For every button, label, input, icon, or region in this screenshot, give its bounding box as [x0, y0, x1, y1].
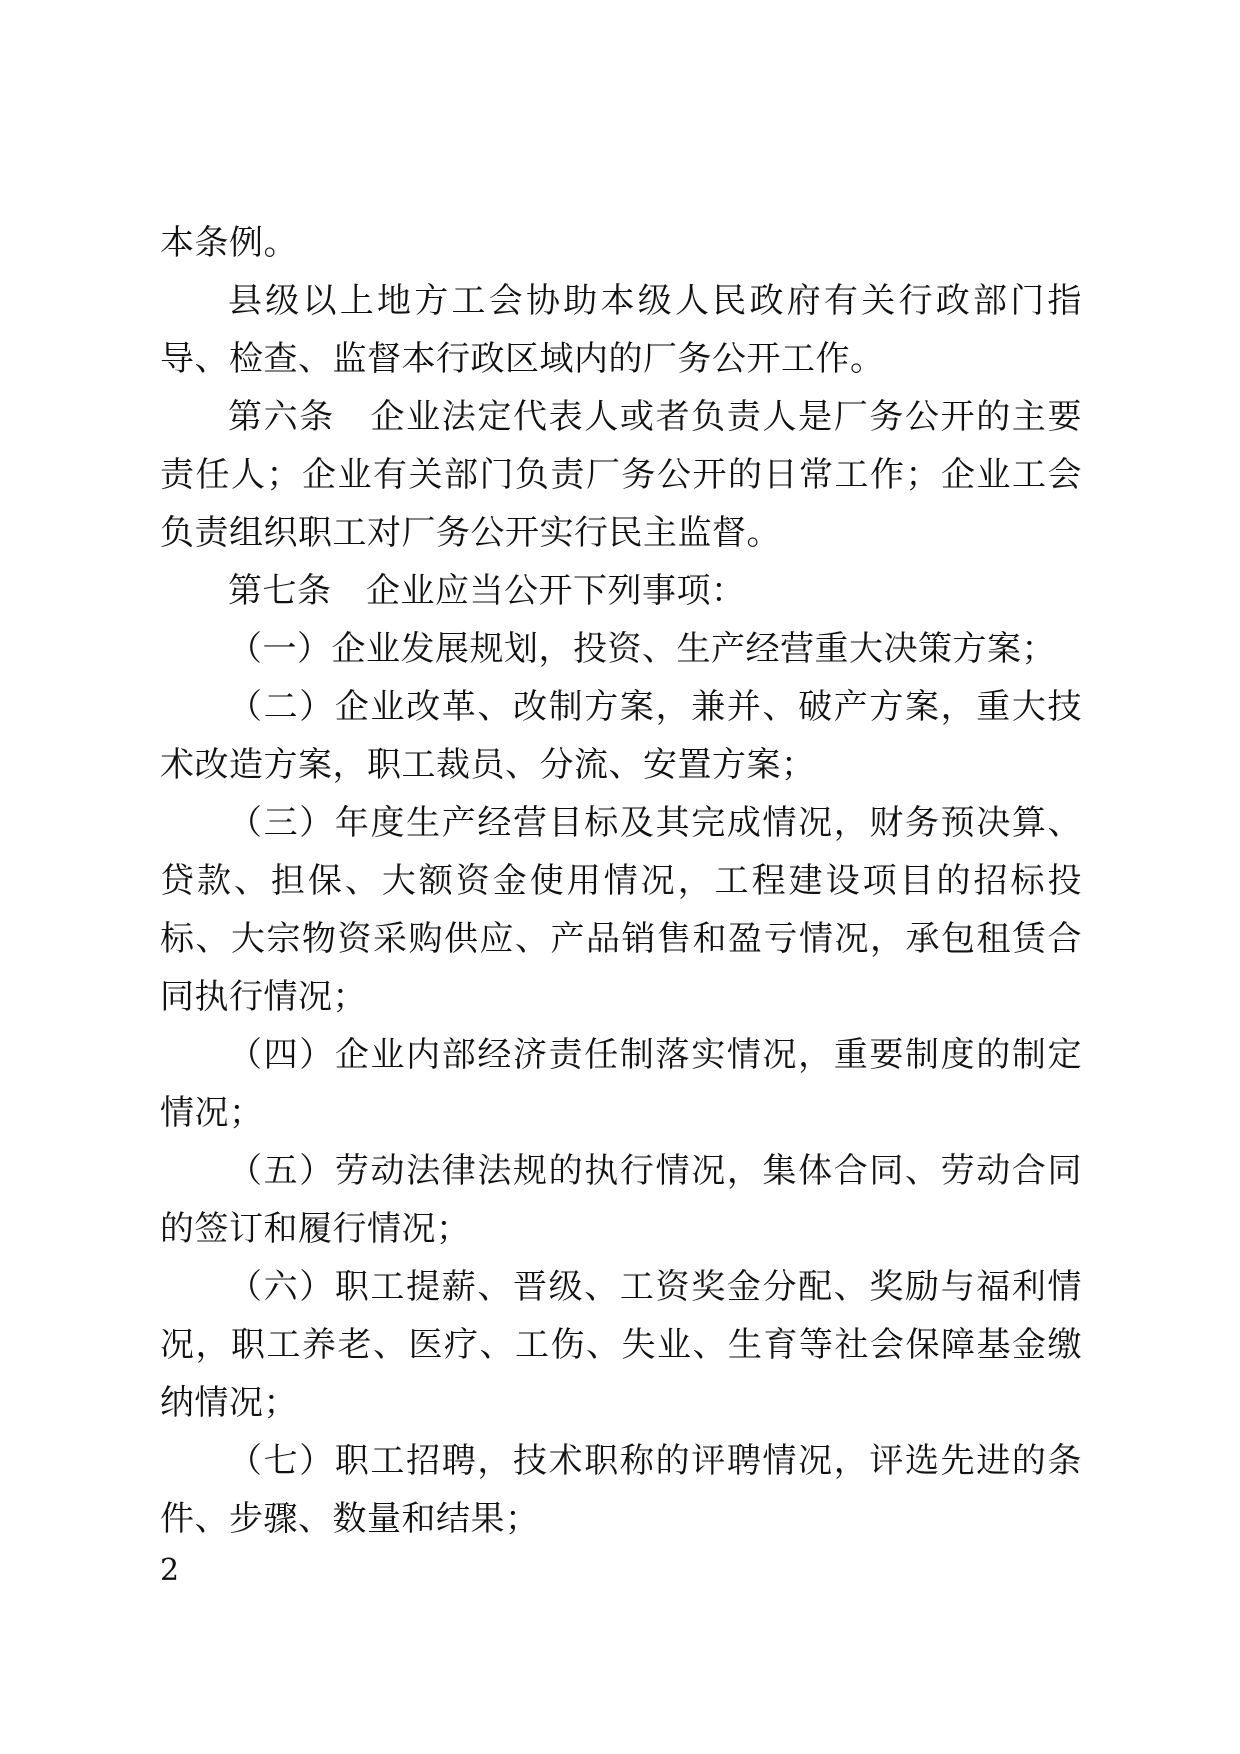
- list-item-3: （三）年度生产经营目标及其完成情况，财务预决算、贷款、担保、大额资金使用情况，工程建设项目的招标投标、大宗物资采购供应、产品销售和盈亏情况，承包租赁合同执行情况；: [160, 803, 1082, 1017]
- paragraph-article-7: 第七条 企业应当公开下列事项：: [228, 571, 746, 611]
- paragraph-local-union-role: 县级以上地方工会协助本级人民政府有关行政部门指导、检查、监督本行政区域内的厂务公开工作。: [160, 281, 1082, 379]
- list-item-1: （一）企业发展规划，投资、生产经营重大决策方案；: [228, 629, 1056, 669]
- list-item-2: （二）企业改革、改制方案，兼并、破产方案，重大技术改造方案，职工裁员、分流、安置方案；: [160, 687, 1082, 785]
- list-item-6: （六）职工提薪、晋级、工资奖金分配、奖励与福利情况，职工养老、医疗、工伤、失业、生育等社会保障基金缴纳情况；: [160, 1267, 1082, 1423]
- list-item-4: （四）企业内部经济责任制落实情况，重要制度的制定情况；: [160, 1035, 1082, 1133]
- body-text: [160, 214, 1082, 1548]
- list-item-5: （五）劳动法律法规的执行情况，集体合同、劳动合同的签订和履行情况；: [160, 1151, 1082, 1249]
- list-item-7: （七）职工招聘，技术职称的评聘情况，评选先进的条件、步骤、数量和结果；: [160, 1441, 1082, 1539]
- paragraph-continuation: 本条例。: [160, 223, 298, 263]
- paragraph-article-6: 第六条 企业法定代表人或者负责人是厂务公开的主要责任人；企业有关部门负责厂务公开的日常工作；企业工会负责组织职工对厂务公开实行民主监督。: [160, 397, 1082, 553]
- page-number: 2: [160, 1553, 180, 1588]
